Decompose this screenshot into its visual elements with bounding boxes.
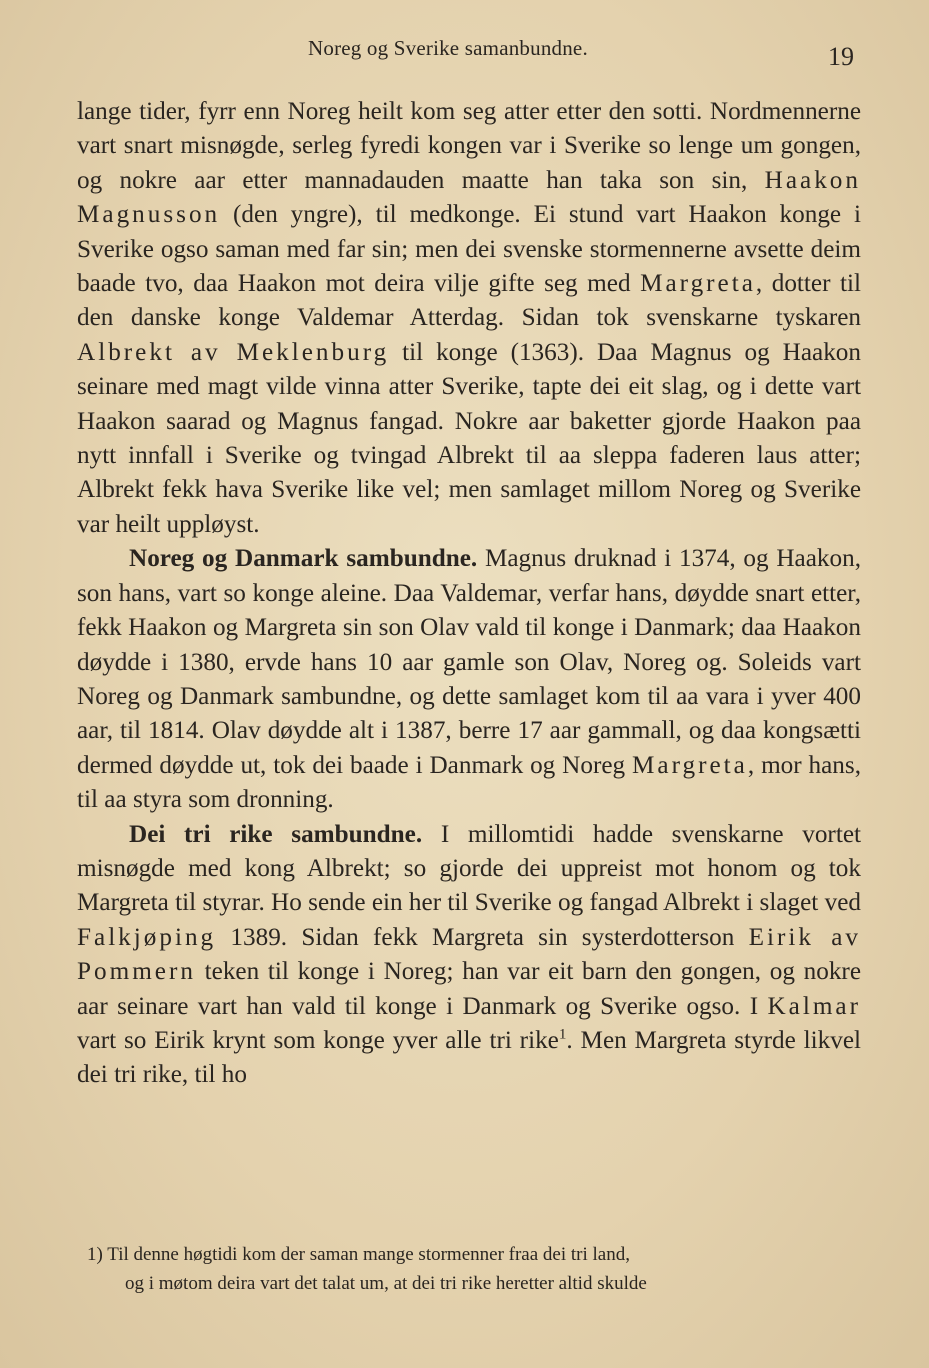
running-head bbox=[0, 36, 929, 71]
text-run: I millomtidi hadde svenskarne vortet misnøgde med kong Albrekt; so gjorde dei uppreist mot honom og tok Margreta til styrar. Ho sende ein her til Sverike og fangad Albrekt i slaget ved bbox=[77, 820, 861, 917]
spaced-name: Haakon Magnusson bbox=[77, 166, 861, 229]
footnote bbox=[77, 1240, 861, 1298]
text-run: (den yngre), til medkonge. Ei stund vart Haakon konge i Sverike ogso saman med far sin; men dei svenske stormennerne avsette deim baade tvo, daa Haakon mot deira vilje gifte seg med bbox=[77, 201, 861, 298]
text-run: Magnus druknad i 1374, og Haakon, son hans, vart so konge aleine. Daa Valdemar, verfar hans, døydde snart etter, fekk Haakon og Margreta sin son Olav vald til konge i Danmark; daa Haakon døydde i 1380, ervde hans 10 aar gamle son Olav, Noreg og. Soleids vart Noreg og Danmark sambundne, og dette samlaget kom til aa vara i yver 400 aar, til 1814. Olav døydde alt i 1387, berre 17 aar gammall, og daa kongsætti dermed døydde ut, tok dei baade i Danmark og Noreg bbox=[77, 545, 861, 779]
spaced-name: Eirik av Pommern bbox=[77, 923, 861, 986]
spaced-name: Albrekt av Meklenburg bbox=[77, 338, 390, 366]
section-heading: Dei tri rike sambundne. bbox=[129, 820, 423, 848]
footnote-ref: 1 bbox=[558, 1026, 567, 1043]
text-run: , mor hans, til aa styra som dronning. bbox=[77, 751, 861, 814]
paragraph bbox=[77, 818, 861, 1093]
footnote-marker: 1) bbox=[87, 1244, 103, 1265]
text-run: , dotter til den danske konge Valdemar Atterdag. Sidan tok svenskarne tyskaren bbox=[77, 270, 861, 332]
running-title: Noreg og Sverike samanbundne. bbox=[308, 36, 588, 60]
spaced-name: Margreta bbox=[632, 751, 748, 779]
paragraph bbox=[77, 95, 861, 542]
text-run: . Men Margreta styrde likvel dei tri rike, til ho bbox=[77, 1026, 861, 1089]
body-text bbox=[77, 95, 861, 1093]
footnote-line bbox=[77, 1244, 630, 1265]
page-number: 19 bbox=[828, 42, 854, 71]
footnote-text: Til denne høgtidi kom der saman mange stormenner fraa dei tri land, bbox=[107, 1244, 630, 1265]
footnote-continuation: og i møtom deira vart det talat um, at dei tri rike heretter altid skulde bbox=[125, 1273, 647, 1294]
spaced-name: Margreta bbox=[640, 270, 756, 298]
text-run: teken til konge i Noreg; han var eit barn den gongen, og nokre aar seinare vart han vald til konge i Danmark og Sverike ogso. I bbox=[77, 958, 861, 1020]
section-heading: Noreg og Danmark sambundne. bbox=[129, 545, 478, 573]
spaced-name: Kalmar bbox=[767, 992, 861, 1020]
paragraph bbox=[77, 542, 861, 817]
text-run: lange tider, fyrr enn Noreg heilt kom seg atter etter den sotti. Nordmennerne vart snart misnøgde, serleg fyredi kongen var i Sverike so lenge um gongen, og nokre aar etter mannadauden maatte han taka son sin, bbox=[77, 98, 861, 194]
text-run: vart so Eirik krynt som konge yver alle tri rike bbox=[77, 1026, 559, 1054]
text-run: 1389. Sidan fekk Margreta sin systerdotterson bbox=[216, 923, 749, 951]
text-run: til konge (1363). Daa Magnus og Haakon seinare med magt vilde vinna atter Sverike, tapte dei eit slag, og i dette vart Haakon saarad og Magnus fangad. Nokre aar baketter gjorde Haakon paa nytt innfall i Sverike og tvingad Albrekt til aa sleppa faderen laus atter; Albrekt fekk hava Sverike like vel; men samlaget millom Noreg og Sverike var heilt uppløyst. bbox=[77, 338, 861, 538]
spaced-name: Falkjøping bbox=[77, 923, 217, 951]
